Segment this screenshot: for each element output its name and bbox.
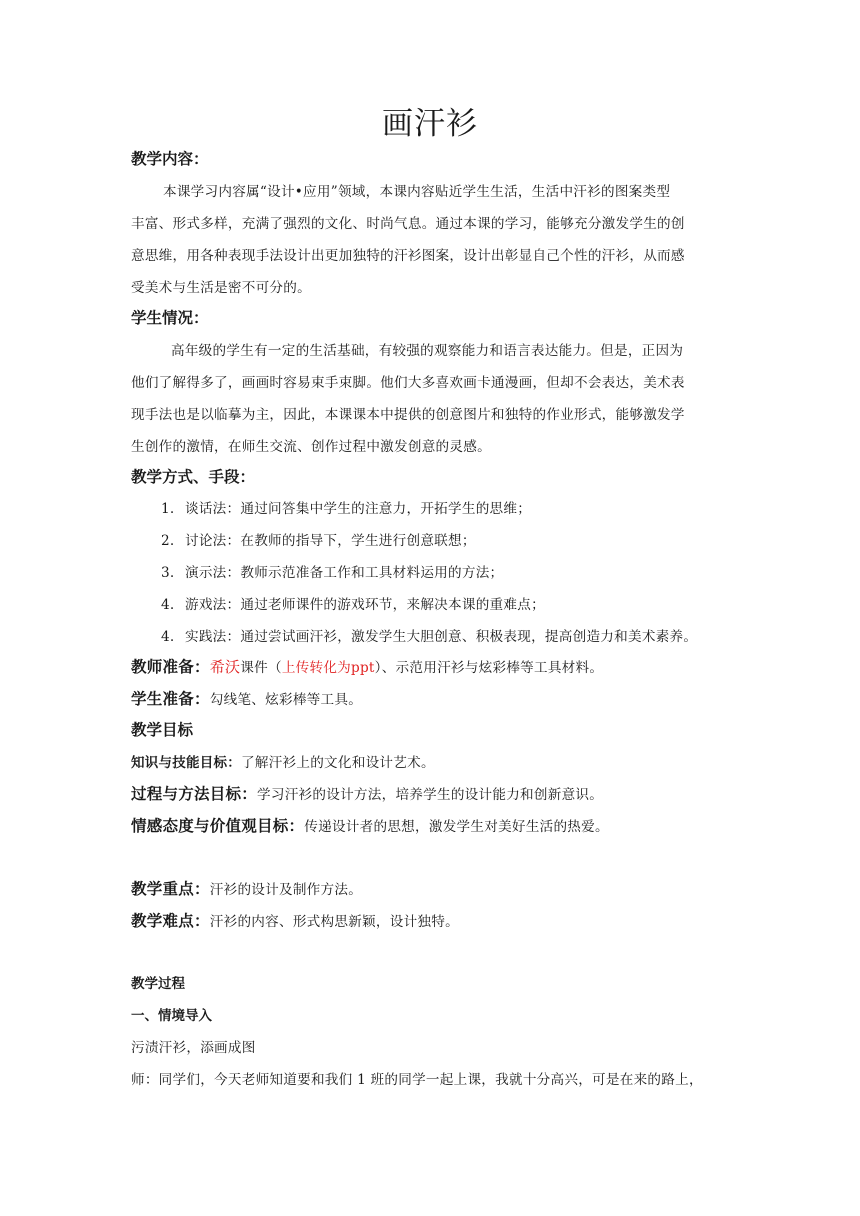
student-prep-label: 学生准备： <box>131 690 210 708</box>
content-line: 受美术与生活是密不可分的。 <box>131 280 311 296</box>
brand-link[interactable]: 希沃 <box>209 658 241 676</box>
methods-heading: 教学方式、手段： <box>131 468 256 486</box>
students-heading: 学生情况： <box>131 309 209 327</box>
method-item: 3. 演示法：教师示范准备工作和工具材料运用的方法； <box>161 565 504 581</box>
content-line: 丰富、形式多样，充满了强烈的文化、时尚气息。通过本课的学习，能够充分激发学生的创 <box>131 216 685 232</box>
method-item: 1. 谈话法：通过问答集中学生的注意力，开拓学生的思维； <box>161 501 532 517</box>
process-section-1: 一、情境导入 <box>131 1008 212 1024</box>
teacher-prep: 教师准备：希沃课件（上传转化为ppt）、示范用汗衫与炫彩棒等工具材料。 <box>131 658 604 676</box>
process-heading: 教学过程 <box>131 976 185 992</box>
convert-note: 上传转化为ppt <box>281 660 375 676</box>
method-item: 2. 讨论法：在教师的指导下，学生进行创意联想； <box>161 533 476 549</box>
teacher-prep-label: 教师准备： <box>131 658 210 676</box>
students-line: 高年级的学生有一定的生活基础，有较强的观察能力和语言表达能力。但是，正因为 <box>171 343 684 359</box>
method-item: 4. 实践法：通过尝试画汗衫，激发学生大胆创意、积极表现，提高创造力和美术素养。 <box>161 629 698 645</box>
content-line: 意思维，用各种表现手法设计出更加独特的汗衫图案，设计出彰显自己个性的汗衫，从而感 <box>131 248 685 264</box>
method-item: 4. 游戏法：通过老师课件的游戏环节，来解决本课的重难点； <box>161 597 545 613</box>
process-line: 污渍汗衫，添画成图 <box>131 1040 256 1056</box>
goal-process: 过程与方法目标：学习汗衫的设计方法，培养学生的设计能力和创新意识。 <box>131 785 604 803</box>
goals-heading: 教学目标 <box>131 721 194 739</box>
content-heading: 教学内容： <box>131 150 209 168</box>
content-line: 本课学习内容属“设计•应用”领域，本课内容贴近学生生活，生活中汗衫的图案类型 <box>163 184 671 200</box>
goal-knowledge: 知识与技能目标：了解汗衫上的文化和设计艺术。 <box>131 755 435 771</box>
students-line: 生创作的激情，在师生交流、创作过程中激发创意的灵感。 <box>131 439 491 455</box>
goal-emotion: 情感态度与价值观目标：传递设计者的思想，激发学生对美好生活的热爱。 <box>131 817 609 835</box>
student-prep: 学生准备：勾线笔、炫彩棒等工具。 <box>131 690 363 708</box>
students-line: 现手法也是以临摹为主，因此，本课课本中提供的创意图片和独特的作业形式，能够激发学 <box>131 407 685 423</box>
page-title: 画汗衫 <box>382 106 478 142</box>
process-line: 师：同学们，今天老师知道要和我们 1 班的同学一起上课，我就十分高兴，可是在来的路上， <box>131 1072 703 1088</box>
students-line: 他们了解得多了，画画时容易束手束脚。他们大多喜欢画卡通漫画，但却不会表达，美术表 <box>131 375 685 391</box>
key-point: 教学重点：汗衫的设计及制作方法。 <box>131 880 363 898</box>
difficulty: 教学难点：汗衫的内容、形式构思新颖，设计独特。 <box>131 912 459 930</box>
